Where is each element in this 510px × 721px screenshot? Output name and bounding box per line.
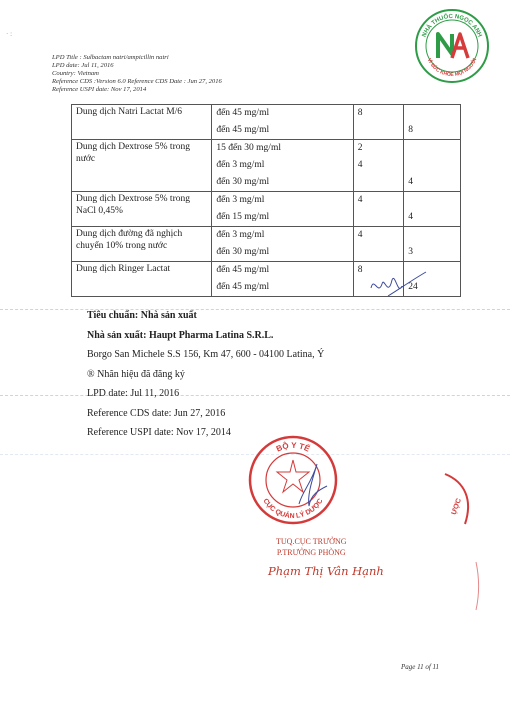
stability-col-3-cell (353, 192, 404, 227)
svg-text:CỤC QUẢN LÝ DƯỢC: CỤC QUẢN LÝ DƯỢC (261, 497, 325, 521)
signature-block (276, 536, 347, 558)
stability-col-3-cell (353, 140, 404, 192)
svg-text:VÌ SỨC KHỎE MỌI NGƯỜI: VÌ SỨC KHỎE MỌI NGƯỜI (425, 57, 479, 79)
concentration-cell (212, 140, 353, 192)
table-row (72, 140, 461, 192)
solution-name-cell: Dung dịch Natri Lactat M/6 (72, 105, 212, 140)
stability-col-3-value: 2 (357, 143, 363, 153)
table-row (72, 227, 461, 262)
header-reference-uspi: Reference USPI date: Nov 17, 2014 (52, 86, 147, 93)
stability-col-3-value: 4 (357, 160, 363, 170)
concentration-cell (212, 192, 353, 227)
stability-col-3-value: 8 (357, 108, 363, 118)
stability-col-4-value: 4 (408, 177, 413, 187)
concentration-value: đến 3 mg/ml (216, 195, 265, 205)
concentration-cell (212, 262, 353, 297)
stability-col-4-value: 3 (408, 247, 413, 257)
svg-text:BỘ Y TẾ: BỘ Y TẾ (274, 440, 312, 454)
header-lpd-date: LPD date: Jul 11, 2016 (52, 62, 114, 69)
signatory-name: Phạm Thị Vân Hạnh (268, 564, 384, 578)
margin-pencil-mark (470, 560, 484, 612)
stability-col-3-value: 4 (357, 230, 363, 240)
stability-col-4-value (404, 105, 460, 122)
concentration-value: đến 45 mg/ml (216, 265, 270, 275)
stability-col-3-cell (353, 227, 404, 262)
stability-col-4-value: 4 (408, 212, 413, 222)
stability-col-4-value (404, 227, 460, 244)
svg-text:NHÀ THUỐC NGỌC ANH: NHÀ THUỐC NGỌC ANH (421, 13, 483, 39)
uspi-date-line: Reference USPI date: Nov 17, 2014 (87, 427, 231, 438)
solution-name-cell: Dung dịch Dextrose 5% trong nước (72, 140, 212, 192)
stability-col-3-cell (353, 105, 404, 140)
lpd-date-line: LPD date: Jul 11, 2016 (87, 388, 180, 399)
initials-scribble (368, 266, 430, 306)
stability-col-3-value: 4 (357, 195, 363, 205)
stability-col-3-value (354, 174, 404, 191)
stability-col-4-cell (404, 227, 461, 262)
stability-col-3-value (354, 122, 404, 139)
official-stamp (247, 434, 339, 526)
table-row (72, 192, 461, 227)
concentration-cell (212, 105, 353, 140)
pharmacy-logo (414, 8, 490, 84)
solution-name-cell: Dung dịch Dextrose 5% trong NaCl 0,45% (72, 192, 212, 227)
signature-title-2: P.TRƯỞNG PHÒNG (276, 548, 346, 557)
concentration-value: 15 đến 30 mg/ml (216, 143, 281, 153)
stability-col-4-value (404, 157, 460, 174)
stability-col-4-cell (404, 105, 461, 140)
header-country: Country: Vietnam (52, 70, 99, 77)
stability-col-3-value (354, 244, 404, 261)
concentration-value: đến 45 mg/ml (216, 108, 270, 118)
stability-col-4-value (404, 192, 460, 209)
concentration-value: đến 30 mg/ml (216, 177, 270, 187)
concentration-value: đến 45 mg/ml (216, 125, 270, 135)
stability-col-4-value: 24 (408, 282, 418, 292)
document-header (52, 54, 222, 94)
standard-line: Tiêu chuẩn: Nhà sản xuất (87, 310, 197, 321)
header-reference-cds: Reference CDS :Version 6.0 Reference CDS Date : Jun 27, 2016 (52, 78, 222, 85)
concentration-value: đến 45 mg/ml (216, 282, 270, 292)
signature-title-1: TUQ.CỤC TRƯỞNG (276, 537, 347, 546)
stability-col-4-cell (404, 140, 461, 192)
solution-name-cell: Dung dịch Ringer Lactat (72, 262, 212, 297)
concentration-cell (212, 227, 353, 262)
address-line: Borgo San Michele S.S 156, Km 47, 600 - 04100 Latina, Ý (87, 349, 325, 360)
manufacturer-line: Nhà sản xuất: Haupt Pharma Latina S.R.L. (87, 329, 274, 341)
solution-name-cell: Dung dịch đường đã nghịch chuyển 10% trong nước (72, 227, 212, 262)
concentration-value: đến 3 mg/ml (216, 230, 265, 240)
header-lpd-title: LPD Title : Sulbactam natri/ampicillin natri (52, 54, 169, 61)
concentration-value: đến 15 mg/ml (216, 212, 270, 222)
table-row (72, 105, 461, 140)
stability-col-4-value (404, 140, 460, 157)
margin-mark: · : (6, 30, 13, 38)
concentration-value: đến 3 mg/ml (216, 160, 265, 170)
cds-date-line: Reference CDS date: Jun 27, 2016 (87, 407, 226, 419)
stability-col-3-value (354, 209, 404, 226)
partial-stamp (435, 470, 475, 530)
stability-col-3-value: 8 (357, 265, 363, 275)
stability-col-4-cell (404, 192, 461, 227)
concentration-value: đến 30 mg/ml (216, 247, 270, 257)
trademark-line: ® Nhãn hiệu đã đăng ký (87, 368, 185, 380)
stability-col-4-value: 8 (408, 125, 413, 135)
page-number: Page 11 of 11 (401, 663, 440, 671)
manufacturer-info (87, 306, 324, 443)
partial-stamp-text: ỰỢC (450, 497, 464, 516)
